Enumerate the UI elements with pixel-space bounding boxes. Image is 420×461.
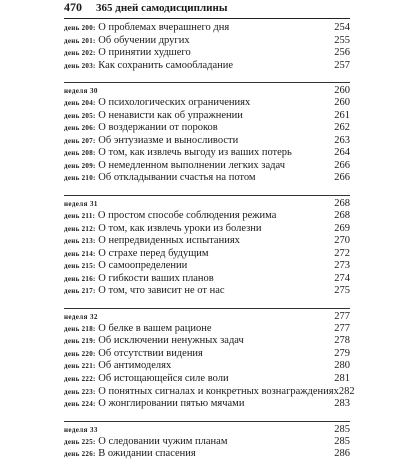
toc-entry xyxy=(64,373,350,386)
entry-page-number: 275 xyxy=(334,285,350,297)
day-label: день 207: xyxy=(64,136,96,145)
entry-title: О принятии худшего xyxy=(98,47,191,59)
entry-title: О том, как извлечь выгоду из ваших потерь xyxy=(98,147,292,159)
entry-title: В ожидании спасения xyxy=(98,448,196,460)
toc-entry xyxy=(64,97,350,110)
day-label: день 201: xyxy=(64,36,96,45)
toc-entry-text xyxy=(64,223,262,236)
entry-title: Об энтузиазме и выносливости xyxy=(98,134,239,146)
week-heading xyxy=(64,308,350,323)
entry-page-number: 285 xyxy=(334,435,350,447)
entry-title: О страхе перед будущим xyxy=(98,247,209,259)
toc-entry xyxy=(64,273,350,286)
entry-page-number: 260 xyxy=(334,97,350,109)
entry-page-number: 278 xyxy=(334,335,350,347)
day-label: день 221: xyxy=(64,362,96,371)
toc-entry-text xyxy=(64,436,227,449)
toc-entry xyxy=(64,172,350,185)
toc-entry xyxy=(64,235,350,248)
entry-page-number: 269 xyxy=(334,222,350,234)
toc-entry xyxy=(64,135,350,148)
day-label: день 205: xyxy=(64,111,96,120)
entry-title: О проблемах вчерашнего дня xyxy=(98,22,230,33)
toc-entry-text xyxy=(64,210,276,223)
week-label: неделя 32 xyxy=(64,312,98,321)
entry-title: О гибкости ваших планов xyxy=(98,272,214,284)
entry-page-number: 279 xyxy=(334,347,350,359)
day-label: день 213: xyxy=(64,237,96,246)
toc-entry xyxy=(64,22,350,35)
day-label: день 217: xyxy=(64,287,96,296)
week-heading xyxy=(64,195,350,210)
week-heading xyxy=(64,82,350,97)
week-label: неделя 33 xyxy=(64,425,98,434)
week-heading xyxy=(64,421,350,436)
day-label: день 220: xyxy=(64,349,96,358)
toc-entry xyxy=(64,147,350,160)
entry-page-number: 257 xyxy=(334,59,350,71)
day-label: день 226: xyxy=(64,450,96,459)
toc-entry-text xyxy=(64,122,218,135)
entry-title: Об исключении ненужных задач xyxy=(98,335,244,347)
toc-entry xyxy=(64,260,350,273)
toc-entry-text xyxy=(64,97,250,110)
entry-title: О самоопределении xyxy=(98,260,188,272)
entry-title: Об истощающейся силе воли xyxy=(98,373,229,385)
day-label: день 216: xyxy=(64,274,96,283)
toc-entry-text xyxy=(64,386,339,399)
entry-title: О следовании чужим планам xyxy=(98,435,228,447)
entry-title: О понятных сигналах и конкретных вознаграждениях xyxy=(98,385,339,397)
toc-entry-text xyxy=(64,147,292,160)
toc-entry xyxy=(64,210,350,223)
entry-title: О том, как извлечь уроки из болезни xyxy=(98,222,262,234)
day-label: день 206: xyxy=(64,124,96,133)
entry-title: О немедленном выполнении легких задач xyxy=(98,159,285,171)
entry-page-number: 283 xyxy=(334,398,350,410)
entry-page-number: 282 xyxy=(338,385,355,397)
day-label: день 204: xyxy=(64,99,96,108)
toc-entry-text xyxy=(64,22,229,35)
toc-entry-text xyxy=(64,335,244,348)
entry-title: О ненависти как об упражнении xyxy=(98,109,243,121)
entry-title: Об откладывании счастья на потом xyxy=(98,172,256,184)
toc-entry-text xyxy=(64,235,240,248)
entry-page-number: 264 xyxy=(334,147,350,159)
entry-page-number: 280 xyxy=(334,360,350,372)
toc-entry-text xyxy=(64,360,171,373)
toc-entry xyxy=(64,223,350,236)
toc-entry xyxy=(64,285,350,298)
entry-page-number: 272 xyxy=(334,247,350,259)
day-label: день 208: xyxy=(64,149,96,158)
entry-title: Об антимоделях xyxy=(98,360,172,372)
toc-entry-text xyxy=(64,348,203,361)
toc-entry xyxy=(64,385,355,399)
toc-entry-text xyxy=(64,273,214,286)
toc-entry-text xyxy=(64,47,191,60)
entry-title: О простом способе соблюдения режима xyxy=(97,210,277,222)
toc-entry xyxy=(64,448,350,461)
day-label: день 219: xyxy=(64,337,96,346)
entry-page-number: 255 xyxy=(334,34,350,46)
table-of-contents xyxy=(64,22,355,461)
day-label: день 209: xyxy=(64,161,96,170)
entry-page-number: 262 xyxy=(334,122,350,134)
toc-entry-text xyxy=(64,285,225,298)
toc-entry-text xyxy=(64,398,244,411)
toc-entry-text xyxy=(64,248,209,261)
day-label: день 210: xyxy=(64,174,96,183)
entry-page-number: 261 xyxy=(334,109,350,121)
entry-title: О воздержании от пороков xyxy=(98,122,218,134)
week-label: неделя 30 xyxy=(64,87,98,96)
toc-entry xyxy=(64,122,350,135)
entry-title: О том, что зависит не от нас xyxy=(98,285,225,297)
entry-title: Об отсутствии видения xyxy=(98,347,203,359)
day-label: день 203: xyxy=(64,61,96,70)
toc-entry xyxy=(64,110,350,123)
running-title: 365 дней самодисциплины xyxy=(96,2,228,14)
entry-title: Как сохранить самообладание xyxy=(98,59,234,71)
toc-entry-text xyxy=(64,135,238,148)
day-label: день 200: xyxy=(64,24,96,32)
toc-entry-text xyxy=(64,60,233,73)
entry-page-number: 270 xyxy=(334,235,350,247)
entry-page-number: 266 xyxy=(334,172,350,184)
entry-title: О непредвиденных испытаниях xyxy=(98,235,240,247)
day-label: день 214: xyxy=(64,249,96,258)
entry-page-number: 277 xyxy=(334,322,350,334)
toc-entry-text xyxy=(64,373,229,386)
entry-page-number: 273 xyxy=(334,260,350,272)
entry-page-number: 274 xyxy=(334,272,350,284)
entry-page-number: 266 xyxy=(334,159,350,171)
toc-entry-text xyxy=(64,110,243,123)
toc-entry-text xyxy=(64,448,196,461)
day-label: день 212: xyxy=(64,224,96,233)
week-page-number: 268 xyxy=(334,198,350,210)
entry-page-number: 268 xyxy=(334,210,350,222)
entry-page-number: 263 xyxy=(334,134,350,146)
page-number: 470 xyxy=(64,0,82,14)
day-label: день 223: xyxy=(64,387,96,396)
toc-entry-text xyxy=(64,35,190,48)
entry-title: О жонглировании пятью мячами xyxy=(98,398,245,410)
toc-entry xyxy=(64,436,350,449)
day-label: день 225: xyxy=(64,437,96,446)
toc-entry xyxy=(64,248,350,261)
entry-title: Об обучении других xyxy=(98,34,190,46)
page-header xyxy=(64,0,350,19)
entry-page-number: 254 xyxy=(334,22,350,33)
day-label: день 222: xyxy=(64,375,96,384)
entry-page-number: 281 xyxy=(334,373,350,385)
day-label: день 215: xyxy=(64,262,96,271)
toc-entry-text xyxy=(64,172,256,185)
toc-entry xyxy=(64,348,350,361)
day-label: день 211: xyxy=(64,212,96,221)
week-page-number: 285 xyxy=(334,423,350,435)
toc-entry-text xyxy=(64,160,285,173)
toc-entry-text xyxy=(64,323,212,336)
toc-entry xyxy=(64,323,350,336)
toc-entry xyxy=(64,35,350,48)
week-page-number: 260 xyxy=(334,85,350,97)
toc-entry xyxy=(64,160,350,173)
toc-entry xyxy=(64,60,350,73)
entry-page-number: 256 xyxy=(334,47,350,59)
toc-entry xyxy=(64,47,350,60)
week-label: неделя 31 xyxy=(64,200,98,209)
day-label: день 202: xyxy=(64,49,96,58)
week-page-number: 277 xyxy=(334,310,350,322)
entry-title: О белке в вашем рационе xyxy=(98,322,212,334)
toc-entry xyxy=(64,360,350,373)
entry-page-number: 286 xyxy=(334,448,350,460)
day-label: день 224: xyxy=(64,400,96,409)
day-label: день 218: xyxy=(64,324,96,333)
entry-title: О психологических ограничениях xyxy=(98,97,251,109)
toc-entry xyxy=(64,398,350,411)
toc-entry-text xyxy=(64,260,187,273)
toc-entry xyxy=(64,335,350,348)
